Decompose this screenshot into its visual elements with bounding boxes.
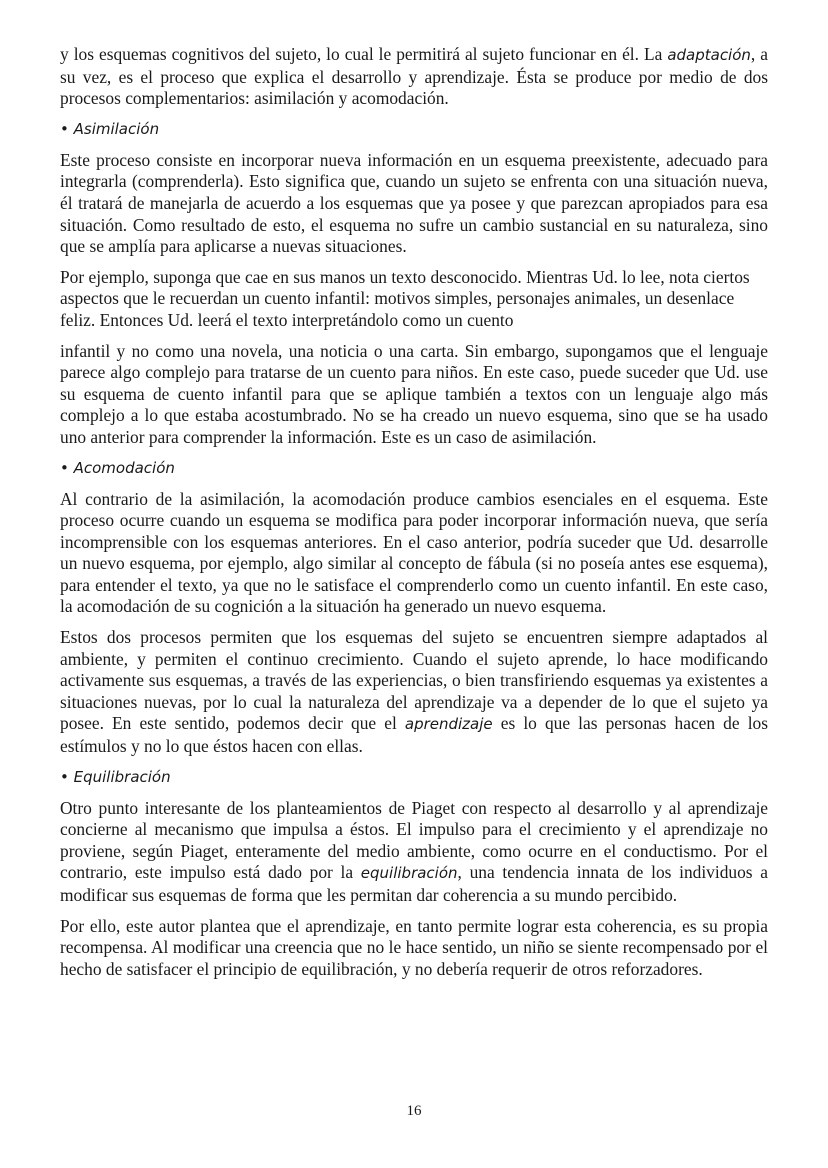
italic-term-adaptacion: adaptación	[667, 46, 751, 64]
page-number: 16	[406, 1103, 422, 1119]
paragraph-adaptacion: y los esquemas cognitivos del sujeto, lo cual le permitirá al sujeto funcionar en él. La adaptación, a su vez, es el proceso que explica el desarrollo y aprendizaje. Ésta se produce por medio de dos procesos complementarios: asimilación y acomodación.	[60, 44, 768, 109]
italic-term-aprendizaje: aprendizaje	[404, 715, 493, 734]
paragraph-asimilacion-definition: Este proceso consiste en incorporar nueva información en un esquema preexistente, adecuado para integrarla (comprenderla). Esto significa que, cuando un sujeto se enfrenta con una situación nueva, él tratará de manejarla de acuerdo a los esquemas que ya posee y que parezcan apropiados para esa situación. Como resultado de esto, el esquema no sufre un cambio sustancial en su naturaleza, sino que se amplía para aplicarse a nuevas situaciones.	[60, 149, 768, 257]
section-heading-asimilacion: • Asimilación	[60, 119, 160, 138]
section-heading-acomodacion: • Acomodación	[60, 458, 175, 477]
paragraph-procesos: Estos dos procesos permiten que los esquemas del sujeto se encuentren siempre adaptados al ambiente, y permiten el continuo crecimiento. Cuando el sujeto aprende, lo hace modificando activamente sus esquemas, a través de las experiencias, o bien transfiriendo esquemas ya existentes a situaciones nuevas, por lo cual la naturaleza del aprendizaje va a depender de lo que el sujeto ya posee. En este sentido, podemos decir que el aprendizaje es lo que las personas hacen de los estímulos y no lo que éstos hacen con ellas.	[60, 627, 768, 757]
paragraph-acomodacion: Al contrario de la asimilación, la acomodación produce cambios esenciales en el esquema. Este proceso ocurre cuando un esquema se modifica para poder incorporar información nueva, que sería incomprensible con los esquemas anteriores. En el caso anterior, podría suceder que Ud. desarrolle un nuevo esquema, por ejemplo, algo similar al concepto de fábula (si no poseía antes ese esquema), para entender el texto, ya que no le satisface el comprenderlo como un cuento infantil. En este caso, la acomodación de su cognición a la situación ha generado un nuevo esquema.	[60, 488, 768, 617]
paragraph-asimilacion-example: Por ejemplo, suponga que cae en sus manos un texto desconocido. Mientras Ud. lo lee, nota ciertos aspectos que le recuerdan un cuento infantil: motivos simples, personajes animales, un desenlace feliz. Entonces Ud. leerá el texto interpretándolo como un cuento	[60, 266, 750, 330]
document-page	[60, 44, 768, 989]
section-heading-equilibracion: • Equilibración	[60, 767, 171, 786]
paragraph-asimilacion-example-continued: infantil y no como una novela, una noticia o una carta. Sin embargo, supongamos que el lenguaje parece algo complejo para tratarse de un cuento para niños. En este caso, puede suceder que Ud. use su esquema de cuento infantil para que se aplique también a textos con un lenguaje algo más complejo a lo que estaba acostumbrado. No se ha creado un nuevo esquema, sino que se ha usado uno anterior para comprender la información. Este es un caso de asimilación.	[60, 340, 768, 447]
paragraph-recompensa: Por ello, este autor plantea que el aprendizaje, en tanto permite lograr esta coherencia, es su propia recompensa. Al modificar una creencia que no le hace sentido, un niño se siente recompensado por el hecho de satisfacer el principio de equilibración, y no debería requerir de otros reforzadores.	[60, 915, 768, 979]
italic-term-equilibracion: equilibración	[360, 864, 458, 883]
paragraph-equilibracion: Otro punto interesante de los planteamientos de Piaget con respecto al desarrollo y al aprendizaje concierne al mecanismo que impulsa a éstos. El impulso para el crecimiento y el aprendizaje no proviene, según Piaget, enteramente del medio ambiente, como ocurre en el conductismo. Por el contrario, este impulso está dado por la equilibración, una tendencia innata de los individuos a modificar sus esquemas de forma que les permitan dar coherencia a su mundo percibido.	[60, 797, 768, 905]
